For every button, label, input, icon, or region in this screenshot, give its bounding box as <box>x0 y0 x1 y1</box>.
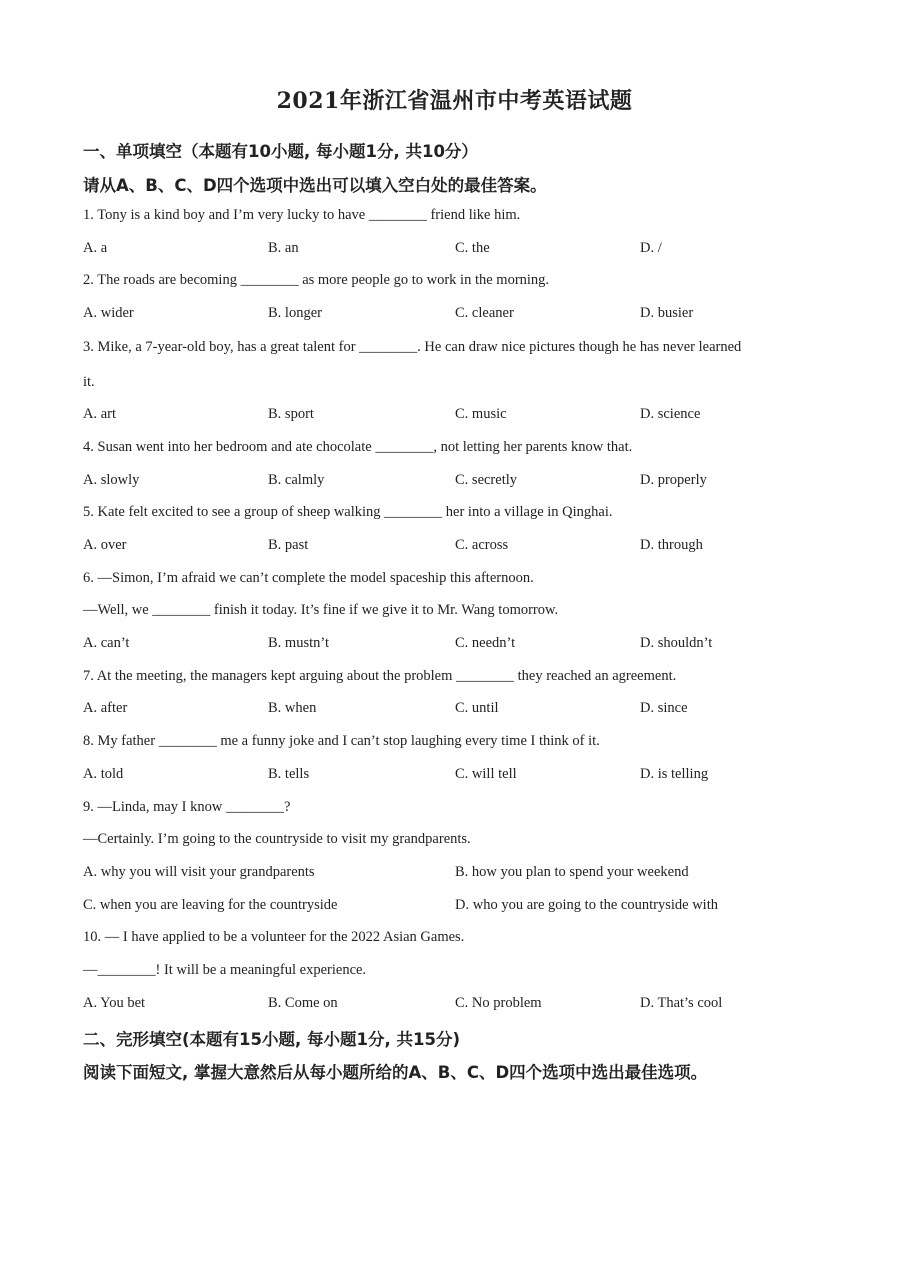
q10-option-d: D. That’s cool <box>640 995 723 1011</box>
q6-option-b: B. mustn’t <box>268 635 329 651</box>
q6-option-c: C. needn’t <box>455 635 516 651</box>
q6-option-a: A. can’t <box>83 635 130 651</box>
q5-option-b: B. past <box>268 537 309 553</box>
q9-option-b: B. how you plan to spend your weekend <box>455 864 689 880</box>
section2-heading: 二、完形填空(本题有15小题, 每小题1分, 共15分) <box>83 1030 461 1049</box>
section1-instruction: 请从A、B、C、D四个选项中选出可以填入空白处的最佳答案。 <box>83 176 547 195</box>
q3-option-b: B. sport <box>268 406 314 422</box>
q7-option-d: D. since <box>640 700 688 716</box>
q1-option-d: D. / <box>640 240 662 256</box>
q6-option-d: D. shouldn’t <box>640 635 713 651</box>
question-10-stem: 10. — I have applied to be a volunteer for the 2022 Asian Games. <box>83 929 465 945</box>
q3-option-c: C. music <box>455 406 507 422</box>
q3-option-d: D. science <box>640 406 701 422</box>
question-3-stem: 3. Mike, a 7-year-old boy, has a great talent for ________. He can draw nice pictures though he has never learned <box>83 339 742 355</box>
q9-option-a: A. why you will visit your grandparents <box>83 864 315 880</box>
q5-option-d: D. through <box>640 537 703 553</box>
section2-instruction: 阅读下面短文, 掌握大意然后从每小题所给的A、B、C、D四个选项中选出最佳选项。 <box>83 1063 708 1082</box>
q8-option-a: A. told <box>83 766 124 782</box>
question-2-stem: 2. The roads are becoming ________ as more people go to work in the morning. <box>83 272 550 288</box>
q10-option-a: A. You bet <box>83 995 146 1011</box>
question-3-stem-cont: it. <box>83 374 95 390</box>
q4-option-a: A. slowly <box>83 472 140 488</box>
q5-option-c: C. across <box>455 537 509 553</box>
q10-option-b: B. Come on <box>268 995 338 1011</box>
page-title: 2021年浙江省温州市中考英语试题 <box>276 88 633 114</box>
question-6-stem: 6. —Simon, I’m afraid we can’t complete the model spaceship this afternoon. <box>83 570 534 586</box>
q2-option-a: A. wider <box>83 305 134 321</box>
q8-option-d: D. is telling <box>640 766 709 782</box>
q2-option-d: D. busier <box>640 305 694 321</box>
section1-heading: 一、单项填空（本题有10小题, 每小题1分, 共10分） <box>83 142 478 161</box>
question-9-stem: 9. —Linda, may I know ________? <box>83 799 291 815</box>
q7-option-b: B. when <box>268 700 317 716</box>
q4-option-d: D. properly <box>640 472 707 488</box>
q9-option-d: D. who you are going to the countryside with <box>455 897 718 913</box>
q10-option-c: C. No problem <box>455 995 542 1011</box>
q2-option-b: B. longer <box>268 305 322 321</box>
question-1-stem: 1. Tony is a kind boy and I’m very lucky to have ________ friend like him. <box>83 207 521 223</box>
question-5-stem: 5. Kate felt excited to see a group of sheep walking ________ her into a village in Qinghai. <box>83 504 613 520</box>
question-6-stem-cont: —Well, we ________ finish it today. It’s fine if we give it to Mr. Wang tomorrow. <box>83 602 559 618</box>
q5-option-a: A. over <box>83 537 127 553</box>
q1-option-a: A. a <box>83 240 108 256</box>
q4-option-b: B. calmly <box>268 472 325 488</box>
q1-option-b: B. an <box>268 240 299 256</box>
q1-option-c: C. the <box>455 240 490 256</box>
q9-option-c: C. when you are leaving for the countryside <box>83 897 338 913</box>
question-7-stem: 7. At the meeting, the managers kept arguing about the problem ________ they reached an agreement. <box>83 668 677 684</box>
q7-option-a: A. after <box>83 700 128 716</box>
question-8-stem: 8. My father ________ me a funny joke and I can’t stop laughing every time I think of it. <box>83 733 600 749</box>
question-10-stem-cont: —________! It will be a meaningful experience. <box>83 962 367 978</box>
q2-option-c: C. cleaner <box>455 305 514 321</box>
question-9-stem-cont: —Certainly. I’m going to the countryside to visit my grandparents. <box>83 831 471 847</box>
q3-option-a: A. art <box>83 406 117 422</box>
q4-option-c: C. secretly <box>455 472 518 488</box>
q7-option-c: C. until <box>455 700 499 716</box>
q8-option-b: B. tells <box>268 766 310 782</box>
q8-option-c: C. will tell <box>455 766 517 782</box>
question-4-stem: 4. Susan went into her bedroom and ate chocolate ________, not letting her parents know that. <box>83 439 633 455</box>
